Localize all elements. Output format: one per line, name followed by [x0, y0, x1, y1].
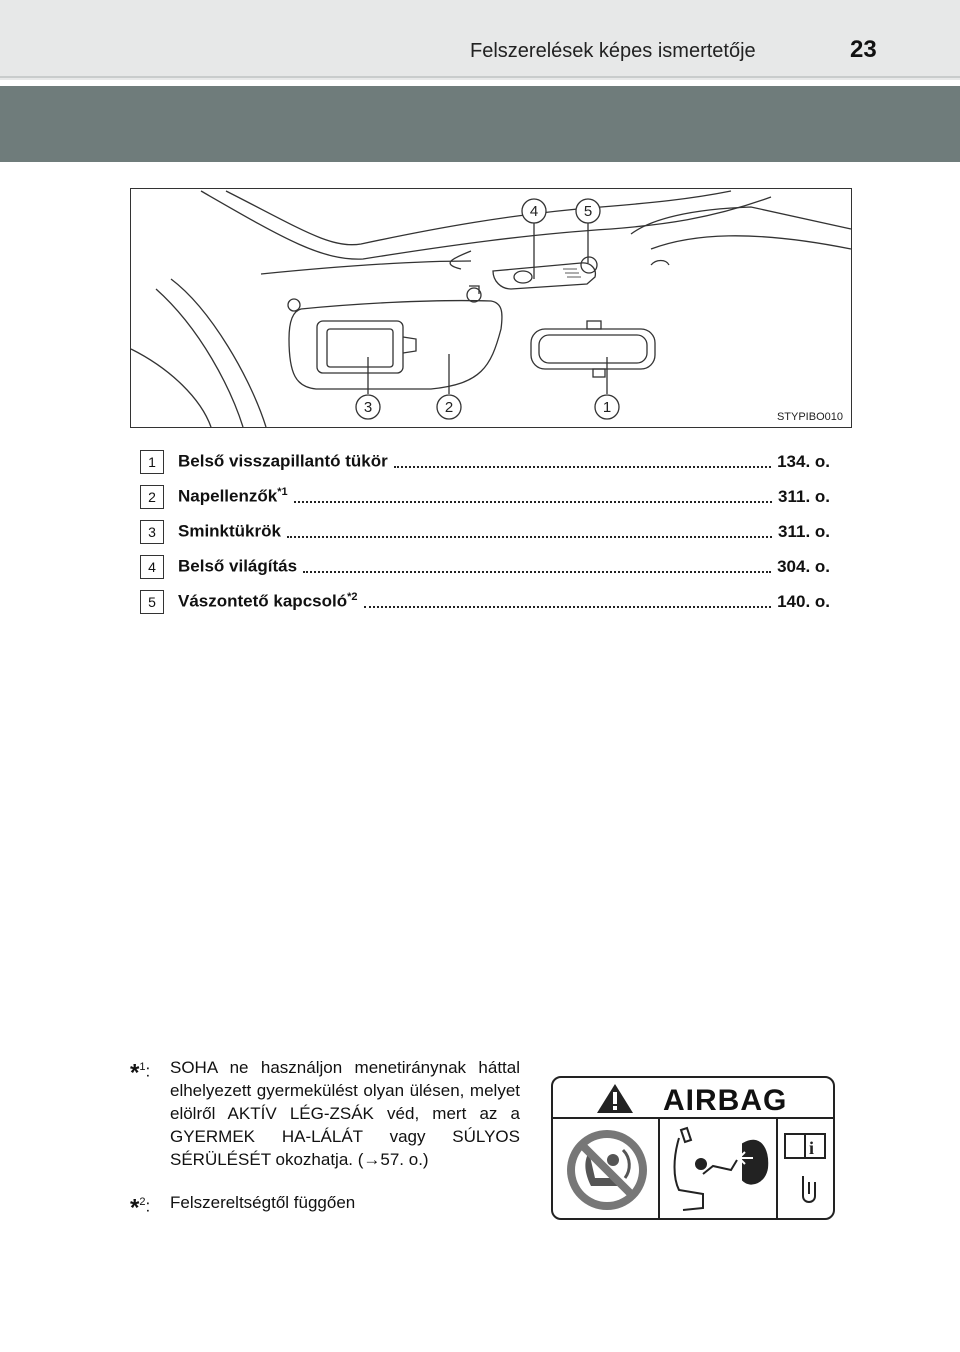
item-number: 3 [140, 520, 164, 544]
airbag-warning-label [551, 1076, 835, 1220]
callout-5: 5 [583, 203, 593, 220]
page-reference[interactable]: 140. o. [777, 591, 830, 611]
item-number: 4 [140, 555, 164, 579]
section-title: Felszerelések képes ismertetője [470, 40, 756, 62]
car-ceiling-drawing [131, 189, 853, 429]
footnote-text: Felszereltségtől függően [170, 1193, 356, 1212]
chapter-bar [0, 86, 960, 162]
page-reference[interactable]: 311. o. [778, 521, 830, 541]
legend-item [140, 514, 830, 549]
legend-item [140, 549, 830, 584]
footnote-marker: *$^1$: [130, 1059, 151, 1087]
callout-1: 1 [602, 399, 612, 416]
page-reference[interactable]: 134. o. [777, 451, 830, 471]
airbag-deploy-icon [675, 1128, 768, 1210]
warning-icon [597, 1084, 633, 1113]
airbag-title: AIRBAG [663, 1084, 788, 1117]
item-number: 5 [140, 590, 164, 614]
item-number: 1 [140, 450, 164, 474]
dot-leader [294, 501, 772, 503]
legend-item [140, 479, 830, 514]
manual-info-icon [785, 1134, 825, 1202]
item-label: Vászontető kapcsoló$^{*2}$ [178, 591, 358, 611]
item-label: Napellenzők$^{*1}$ [178, 486, 288, 506]
footnote-text: SOHA ne használjon menetiránynak háttal elhelyezett gyermekülést olyan ülésen, melyet elölről AKTÍV LÉG-ZSÁK véd, mert az a GYERMEK HA-LÁLÁT vagy SÚLYOS SÉRÜLÉSÉT okozhatja. (→57. o.) [170, 1058, 520, 1169]
callout-3: 3 [363, 399, 373, 416]
legend-item [140, 584, 830, 619]
item-label: Belső világítás [178, 556, 298, 576]
page-reference[interactable]: 311. o. [778, 486, 830, 506]
page-number: 23 [850, 36, 877, 63]
dot-leader [303, 571, 771, 573]
header-rule [0, 76, 960, 78]
item-label: Belső visszapillantó tükör [178, 451, 388, 471]
interior-illustration [130, 188, 852, 428]
footnote-marker: *$^2$: [130, 1194, 151, 1222]
figure-code: STYPIBO010 [776, 411, 843, 423]
dot-leader [287, 536, 772, 538]
callout-2: 2 [444, 399, 454, 416]
callout-4: 4 [529, 203, 539, 220]
footnote-2 [130, 1191, 520, 1220]
item-number: 2 [140, 485, 164, 509]
footnote-1 [130, 1056, 520, 1171]
legend-item [140, 444, 830, 479]
no-rear-facing-seat-icon [567, 1130, 647, 1210]
dot-leader [364, 606, 772, 608]
item-label: Sminktükrök [178, 521, 281, 541]
dot-leader [394, 466, 771, 468]
svg-text:i: i [809, 1138, 815, 1158]
page-reference[interactable]: 304. o. [777, 556, 830, 576]
component-legend [140, 444, 830, 619]
footnotes [130, 1056, 520, 1220]
